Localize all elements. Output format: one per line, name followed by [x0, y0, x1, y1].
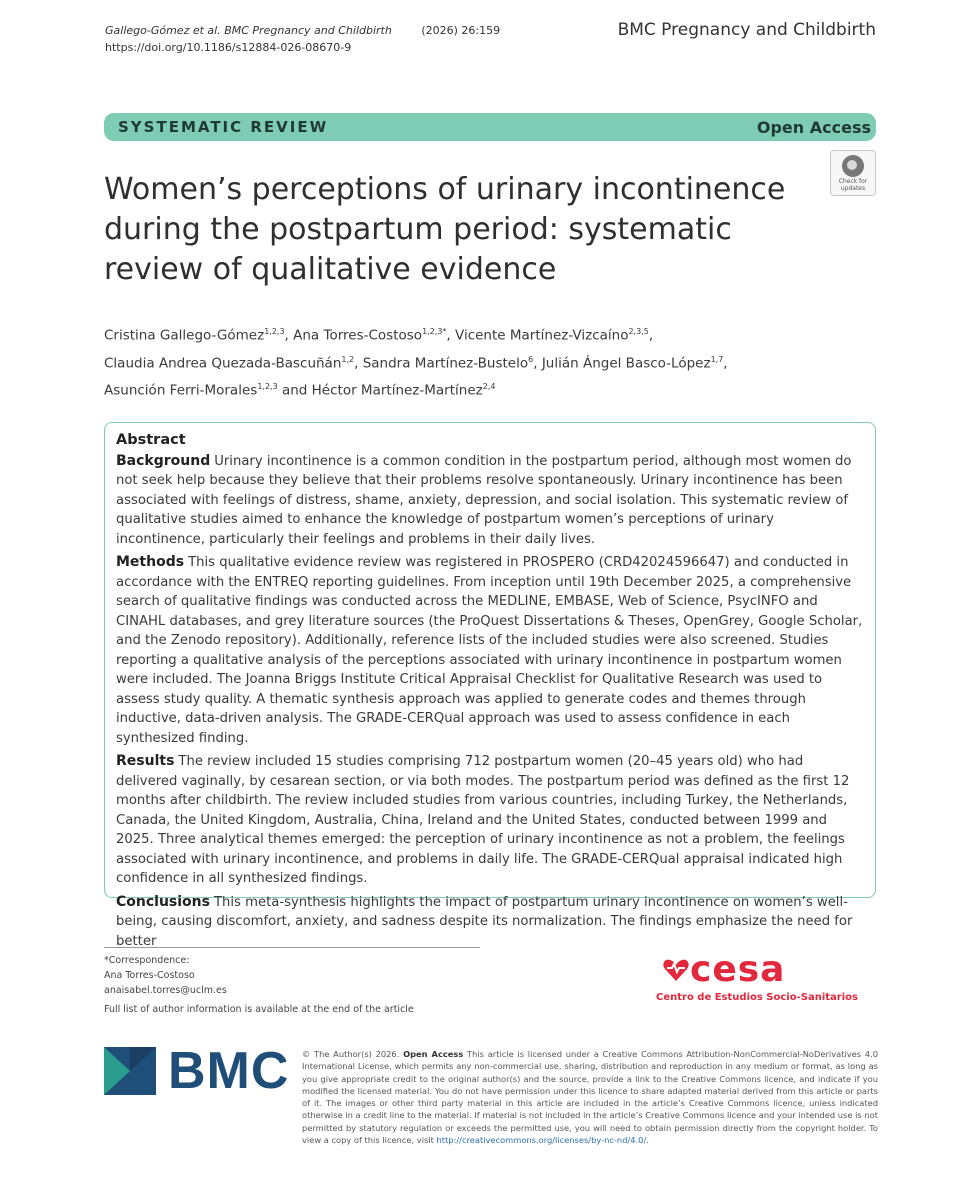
author-affiliation: 2,3,5 [628, 327, 649, 336]
author-list [104, 320, 884, 403]
abstract-box [104, 422, 876, 949]
cesa-wordmark: cesa [690, 949, 786, 990]
cesa-subtitle: Centro de Estudios Socio-Sanitarios [656, 992, 858, 1003]
author-affiliation: 2,4 [482, 382, 496, 391]
abstract-conclusions [116, 893, 867, 952]
bmc-mark-icon [104, 1047, 156, 1095]
author-separator: , [723, 355, 728, 371]
section-label: Methods [116, 554, 185, 570]
license-body: This article is licensed under a Creative Commons Attribution-NonCommercial-NoDerivatives 4.0 International License, which permits any non-commercial use, sharing, distribution and reproduction in any medium or format, as long as you give appropriate credit to the original author(s) and the source, provide a link to the Creative Commons licence, and indicate if you modified the licensed material. You do not have permission under this licence to share adapted material derived from this article or parts of it. The images or other third party material in this article are included in the article’s Creative Commons licence, unless indicated otherwise in a credit line to the material. If material is not included in the article’s Creative Commons licence and your intended use is not permitted by statutory regulation or exceeds the permitted use, you will need to obtain permission directly from the copyright holder. To view a copy of this licence, visit [302, 1049, 878, 1146]
author-separator: , [648, 327, 654, 344]
author-separator: , [354, 355, 363, 371]
doi-link[interactable]: https://doi.org/10.1186/s12884-026-08670-9 [105, 41, 352, 54]
journal-name: BMC Pregnancy and Childbirth [617, 20, 876, 40]
license-end: . [646, 1135, 649, 1146]
license-open-access: Open Access [403, 1049, 464, 1059]
author-affiliation: 6 [528, 354, 534, 364]
author-affiliation: 1,2 [341, 354, 355, 364]
author-name[interactable]: Julián Ángel Basco-López [541, 355, 711, 371]
author-name[interactable]: Claudia Andrea Quezada-Bascuñán [104, 355, 342, 371]
abstract-methods [116, 553, 867, 748]
footnote-divider [104, 947, 480, 948]
correspondence-name: Ana Torres-Costoso [104, 970, 195, 981]
article-title: Women’s perceptions of urinary incontinence during the postpartum period: systematic review of qualitative evidence [104, 172, 786, 287]
author-name[interactable]: Héctor Martínez-Martínez [311, 382, 483, 399]
section-text: Urinary incontinence is a common condition in the postpartum period, although most women do not seek help because they believe that their problems resolve spontaneously. Urinary incontinence has been associated with feelings of distress, shame, anxiety, depression, and social isolation. This systematic review of qualitative studies aimed to enhance the knowledge of postpartum women’s perceptions of urinary incontinence, particularly their feelings and problems in their daily lives. [116, 453, 852, 547]
correspondence-email[interactable]: anaisabel.torres@uclm.es [104, 985, 227, 996]
author-affiliation: 1,2,3 [257, 382, 278, 391]
cesa-logo [656, 949, 862, 1003]
check-for-updates-badge[interactable] [830, 150, 876, 196]
author-name[interactable]: Sandra Martínez-Bustelo [362, 355, 529, 371]
abstract-background [116, 452, 867, 550]
article-type-banner [104, 113, 876, 141]
citation-text: Gallego-Gómez et al. BMC Pregnancy and Childbirth [105, 24, 392, 37]
section-label: Background [116, 452, 211, 469]
author-affiliation: 1,2,3 [264, 327, 285, 336]
author-separator: , [446, 327, 456, 344]
author-name[interactable]: Asunción Ferri-Morales [104, 382, 258, 399]
open-access-label: Open Access [756, 117, 871, 137]
heart-icon [662, 957, 690, 983]
bmc-wordmark: BMC [168, 1042, 290, 1100]
correspondence-label: *Correspondence: [104, 955, 190, 966]
author-name[interactable]: Cristina Gallego-Gómez [104, 327, 265, 344]
section-text: This qualitative evidence review was registered in PROSPERO (CRD42024596647) and conducted in accordance with the ENTREQ reporting guidelines. From inception until 19th December 2025, a comprehensive search of qualitative findings was conducted across the MEDLINE, EMBASE, Web of Science, PsycINFO and CINAHL databases, and grey literature sources (the ProQuest Dissertations & Theses, OpenGrey, Google Scholar, and the Zenodo repository). Additionally, reference lists of the included studies were also screened. Studies reporting a qualitative analysis of the perceptions associated with urinary incontinence in postpartum women were included. The Joanna Briggs Institute Critical Appraisal Checklist for Qualitative Research was used to assess study quality. A thematic synthesis approach was applied to generate codes and themes through inductive, data-driven analysis. The GRADE-CERQual approach was used to assess confidence in each synthesized finding. [116, 555, 863, 746]
author-affiliation: 1,7 [710, 354, 724, 364]
article-type: SYSTEMATIC REVIEW [118, 118, 329, 136]
check-for-updates-label: Check for updates [838, 178, 868, 192]
year-volume: (2026) 26:159 [421, 24, 501, 37]
author-name[interactable]: Vicente Martínez-Vizcaíno [455, 327, 629, 344]
section-text: This meta-synthesis highlights the impact of postpartum urinary incontinence on women’s well-being, causing discomfort, anxiety, and sadness despite its normalization. The findings emphasize the need for better [116, 894, 853, 949]
section-label: Conclusions [116, 893, 210, 910]
license-copyright: © The Author(s) 2026. [302, 1049, 400, 1059]
author-name[interactable]: Ana Torres-Costoso [293, 327, 423, 344]
author-separator: and [277, 382, 312, 399]
bmc-logo [104, 1042, 290, 1100]
section-text: The review included 15 studies comprising 712 postpartum women (20–45 years old) who had delivered vaginally, by cesarean section, or via both modes. The postpartum period was defined as the first 12 months after childbirth. The review included studies from various countries, including Turkey, the Netherlands, Canada, the United Kingdom, Australia, China, Ireland and the United States, conducted between 1999 and 2025. Three analytical themes emerged: the perception of urinary incontinence as not a problem, the feelings associated with urinary incontinence, and problems in daily life. The GRADE-CERQual appraisal indicated high confidence in all synthesized findings. [116, 754, 850, 886]
article-citation-header [105, 22, 500, 56]
section-label: Results [116, 753, 175, 769]
abstract-results [116, 752, 867, 889]
author-separator: , [284, 327, 294, 344]
abstract-heading: Abstract [116, 432, 186, 448]
license-link[interactable]: http://creativecommons.org/licenses/by-nc-nd/4.0/ [436, 1135, 647, 1146]
license-text [302, 1048, 878, 1146]
author-info-note: Full list of author information is available at the end of the article [104, 1004, 414, 1015]
check-for-updates-icon [842, 155, 864, 177]
author-affiliation: 1,2,3* [422, 327, 447, 336]
author-separator: , [533, 355, 542, 371]
correspondence-block [104, 953, 227, 998]
